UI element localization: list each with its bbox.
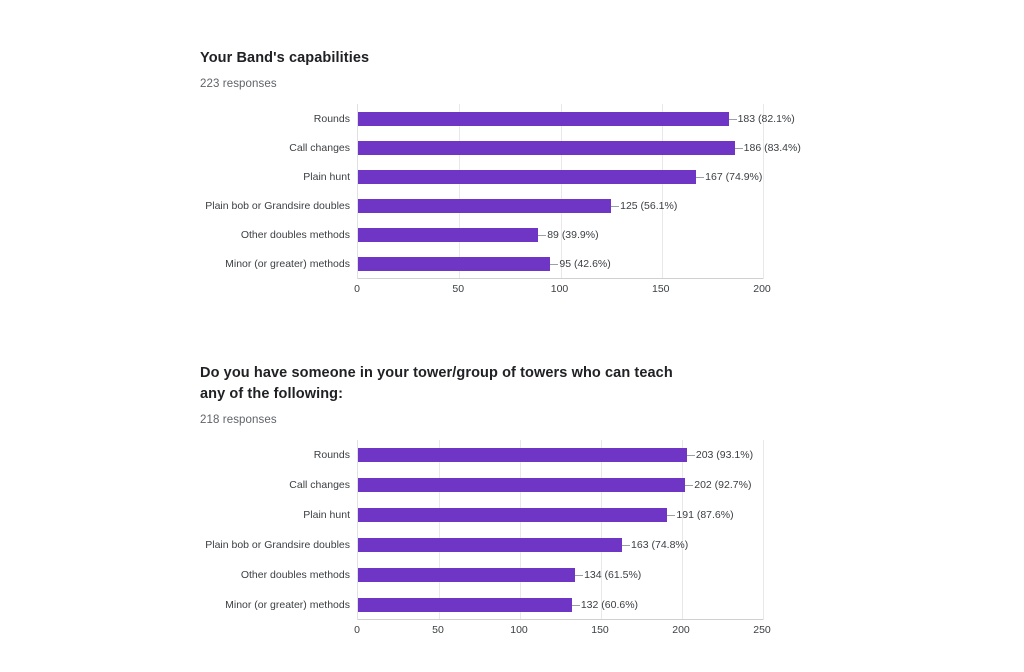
bar-row bbox=[205, 538, 763, 552]
value-leader-line bbox=[735, 148, 743, 149]
chart-response-count: 218 responses bbox=[200, 414, 277, 426]
bar-row bbox=[240, 568, 763, 582]
bar-value-label: 163 (74.8%) bbox=[631, 539, 689, 551]
gridline bbox=[520, 440, 521, 620]
category-label: Call changes bbox=[289, 141, 350, 154]
gridline bbox=[459, 104, 460, 279]
value-leader-line bbox=[538, 235, 546, 236]
value-leader-line bbox=[572, 605, 580, 606]
bar bbox=[358, 538, 622, 552]
value-leader-line bbox=[685, 485, 693, 486]
x-tick-label: 200 bbox=[753, 283, 771, 295]
x-tick-label: 250 bbox=[753, 624, 771, 636]
bar-value-label: 202 (92.7%) bbox=[694, 479, 752, 491]
bar-row bbox=[289, 478, 763, 492]
x-tick-label: 200 bbox=[672, 624, 690, 636]
chart-plot-area bbox=[200, 104, 800, 297]
gridline bbox=[561, 104, 562, 279]
category-label: Rounds bbox=[313, 112, 350, 125]
bar-value-label: 134 (61.5%) bbox=[584, 569, 642, 581]
category-label: Other doubles methods bbox=[240, 569, 350, 581]
value-leader-line bbox=[550, 264, 558, 265]
bar bbox=[358, 478, 685, 492]
category-label: Plain bob or Grandsire doubles bbox=[205, 200, 350, 213]
bar-value-label: 89 (39.9%) bbox=[547, 229, 599, 242]
chart-card-teaching-capability bbox=[200, 363, 800, 638]
bar-chart-1 bbox=[205, 104, 801, 279]
value-leader-line bbox=[687, 455, 695, 456]
chart-title: Do you have someone in your tower/group of towers who can teach any of the following: bbox=[200, 365, 673, 402]
category-label: Minor (or greater) methods bbox=[225, 258, 350, 271]
bar bbox=[358, 508, 667, 522]
bar-row bbox=[225, 598, 763, 612]
x-tick-label: 50 bbox=[452, 283, 465, 295]
bar-row bbox=[240, 228, 763, 242]
bar bbox=[358, 228, 538, 242]
bar-value-label: 125 (56.1%) bbox=[620, 200, 678, 213]
x-axis-ticks-1 bbox=[354, 279, 771, 297]
category-label: Other doubles methods bbox=[240, 229, 350, 242]
value-leader-line bbox=[696, 177, 704, 178]
bar-row bbox=[225, 257, 763, 271]
chart-response-count: 223 responses bbox=[200, 78, 277, 90]
chart-plot-area bbox=[200, 440, 800, 638]
gridline bbox=[601, 440, 602, 620]
bar bbox=[358, 170, 696, 184]
bar-row bbox=[313, 112, 795, 126]
category-label: Plain hunt bbox=[303, 170, 350, 183]
x-tick-label: 150 bbox=[651, 283, 670, 295]
x-tick-label: 100 bbox=[510, 624, 528, 636]
category-label: Call changes bbox=[289, 479, 350, 491]
bar-value-label: 95 (42.6%) bbox=[559, 258, 611, 271]
x-tick-label: 100 bbox=[550, 283, 569, 295]
x-axis-ticks-2 bbox=[354, 620, 771, 638]
value-leader-line bbox=[622, 545, 630, 546]
bar-value-label: 191 (87.6%) bbox=[676, 509, 734, 521]
bar-row bbox=[303, 508, 763, 522]
chart-title: Your Band's capabilities bbox=[200, 50, 370, 66]
gridline bbox=[763, 440, 764, 620]
gridline bbox=[763, 104, 764, 279]
value-leader-line bbox=[611, 206, 619, 207]
bar bbox=[358, 141, 735, 155]
value-leader-line bbox=[667, 515, 675, 516]
bar-row bbox=[289, 141, 801, 155]
x-tick-label: 0 bbox=[354, 283, 360, 295]
category-label: Rounds bbox=[313, 449, 350, 461]
category-label: Minor (or greater) methods bbox=[225, 599, 350, 611]
gridline bbox=[682, 440, 683, 620]
bar-value-label: 132 (60.6%) bbox=[580, 599, 639, 611]
x-tick-label: 150 bbox=[591, 624, 609, 636]
bar bbox=[358, 598, 572, 612]
gridline bbox=[662, 104, 663, 279]
bar-value-label: 167 (74.9%) bbox=[705, 170, 763, 183]
category-label: Plain bob or Grandsire doubles bbox=[205, 539, 350, 551]
bar-value-label: 203 (93.1%) bbox=[695, 449, 754, 461]
bar bbox=[358, 257, 550, 271]
bar-value-label: 183 (82.1%) bbox=[737, 112, 795, 125]
x-tick-label: 0 bbox=[354, 624, 360, 636]
bar-row bbox=[313, 448, 763, 462]
value-leader-line bbox=[729, 119, 737, 120]
value-leader-line bbox=[575, 575, 583, 576]
gridline bbox=[439, 440, 440, 620]
bar bbox=[358, 448, 687, 462]
bar-row bbox=[205, 199, 763, 213]
bar-row bbox=[303, 170, 763, 184]
bar bbox=[358, 112, 729, 126]
bar bbox=[358, 199, 611, 213]
bar-value-label: 186 (83.4%) bbox=[743, 141, 801, 154]
category-label: Plain hunt bbox=[303, 509, 350, 521]
x-tick-label: 50 bbox=[432, 624, 444, 636]
chart-card-band-capabilities bbox=[200, 48, 800, 297]
bar bbox=[358, 568, 575, 582]
bar-chart-2 bbox=[205, 440, 763, 620]
